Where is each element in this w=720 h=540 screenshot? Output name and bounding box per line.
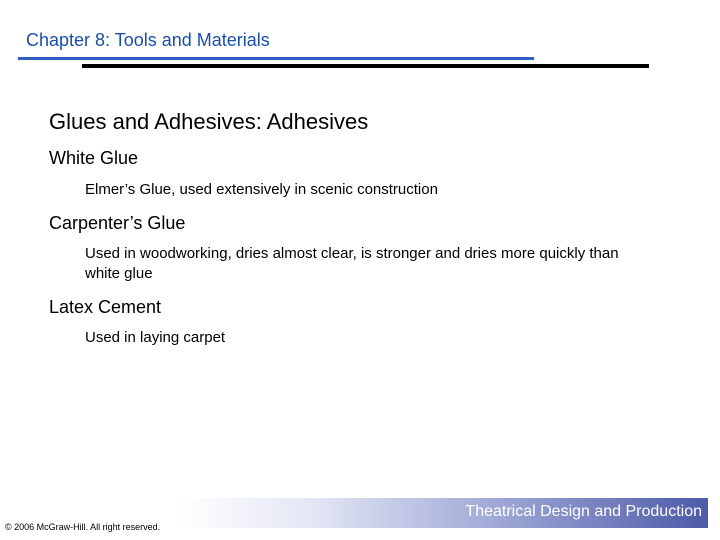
item-description-carpenters-glue: Used in woodworking, dries almost clear, is stronger and dries more quickly than white glue: [85, 245, 619, 282]
copyright-notice: © 2006 McGraw-Hill. All right reserved.: [5, 522, 161, 532]
header-rule-blue: [18, 57, 534, 60]
item-heading-white-glue: White Glue: [49, 148, 139, 168]
header-rule-black: [82, 64, 649, 68]
slide-title: Glues and Adhesives: Adhesives: [49, 109, 369, 134]
footer-title: Theatrical Design and Production: [465, 503, 702, 520]
chapter-header: Chapter 8: Tools and Materials: [26, 30, 270, 50]
item-description-latex-cement: Used in laying carpet: [85, 329, 226, 346]
item-description-white-glue: Elmer’s Glue, used extensively in scenic construction: [85, 181, 438, 198]
item-heading-carpenters-glue: Carpenter’s Glue: [49, 213, 186, 233]
item-heading-latex-cement: Latex Cement: [49, 297, 162, 317]
